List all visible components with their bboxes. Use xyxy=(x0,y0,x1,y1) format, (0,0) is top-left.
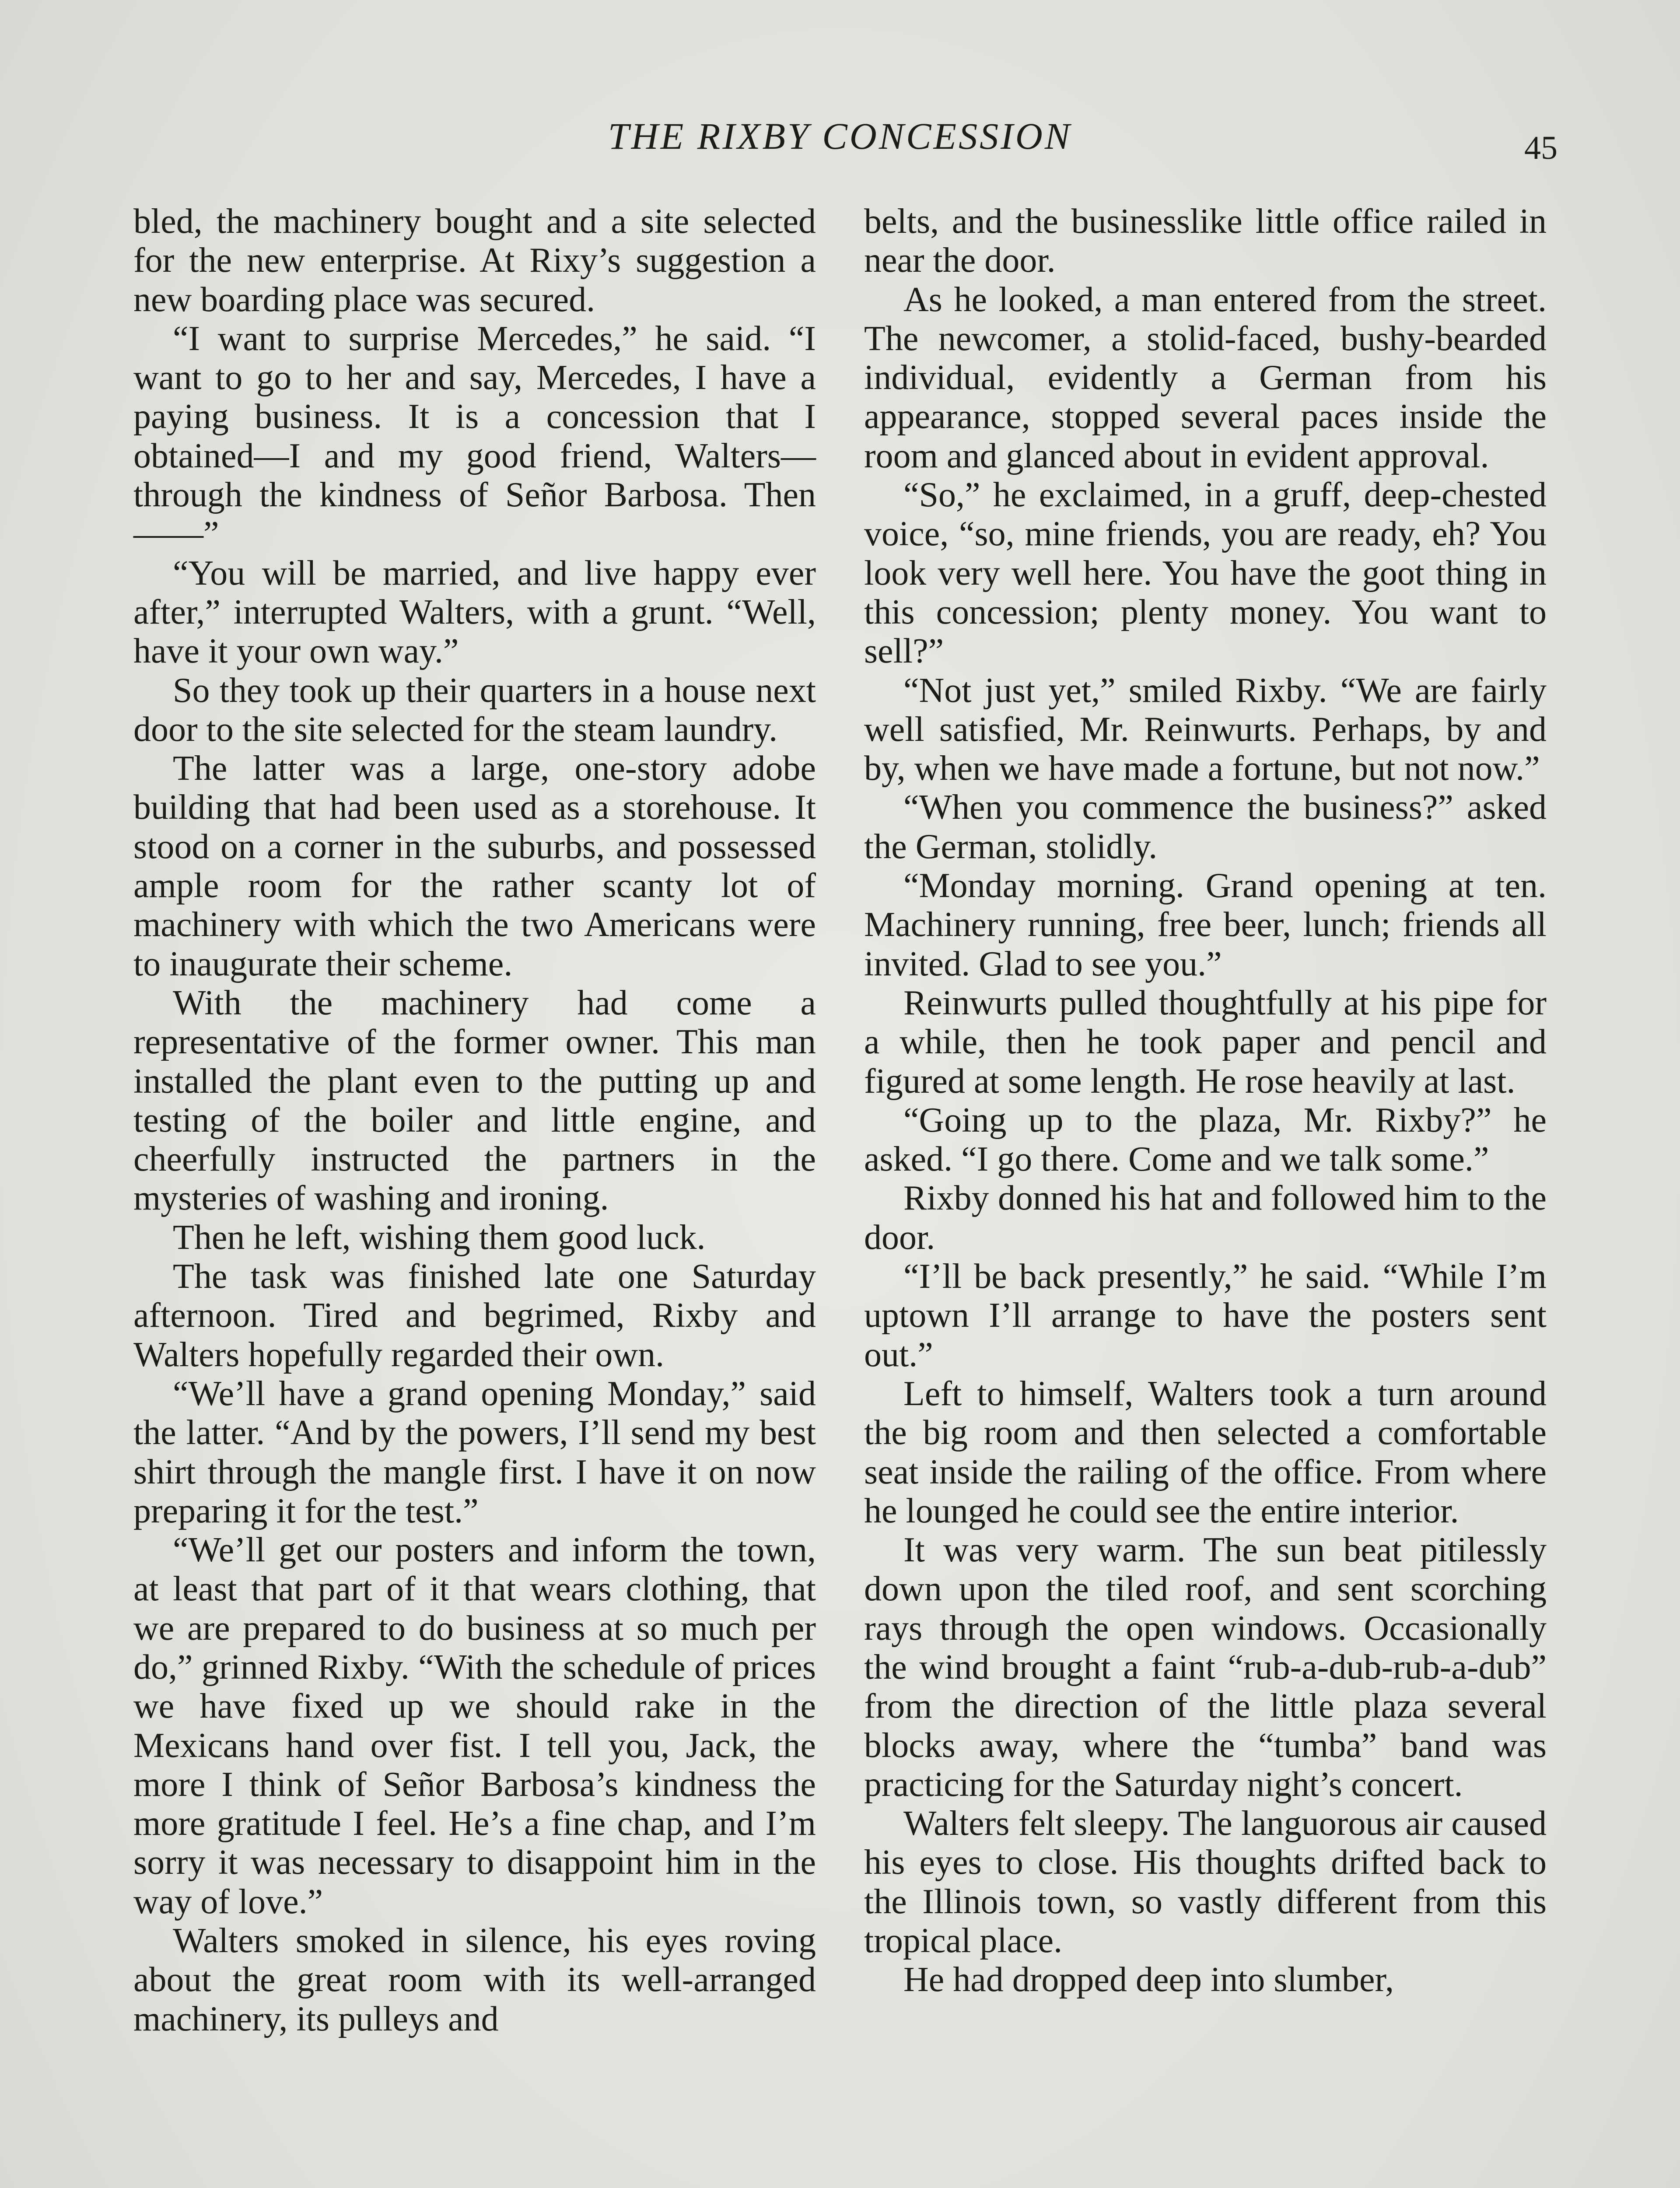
paragraph: With the machinery had come a representative of the former owner. This man installed the plant even to the putting up and testing of the boiler and little engine, and cheerfully instructed the partners in the mysteries of washing and ironing. xyxy=(133,983,816,1218)
paragraph: As he looked, a man entered from the street. The newcomer, a stolid-faced, bushy-bearded individual, evidently a German from his appearance, stopped several paces inside the room and glanced about in evident approval. xyxy=(864,280,1547,475)
page-number: 45 xyxy=(1524,130,1558,166)
paragraph: So they took up their quarters in a house next door to the site selected for the steam laundry. xyxy=(133,671,816,749)
paragraph: “I’ll be back presently,” he said. “While I’m uptown I’ll arrange to have the posters sent out.” xyxy=(864,1257,1547,1374)
paragraph: bled, the machinery bought and a site selected for the new enterprise. At Rixy’s suggestion a new boarding place was secured. xyxy=(133,202,816,319)
paragraph: Reinwurts pulled thoughtfully at his pipe for a while, then he took paper and pencil and figured at some length. He rose heavily at last. xyxy=(864,983,1547,1101)
paragraph: It was very warm. The sun beat pitilessly down upon the tiled roof, and sent scorching rays through the open windows. Occasionally the wind brought a faint “rub-a-dub-rub-a-dub” from the direction of the little plaza several blocks away, where the “tumba” band was practicing for the Saturday night’s concert. xyxy=(864,1531,1547,1804)
paragraph: belts, and the businesslike little office railed in near the door. xyxy=(864,202,1547,280)
paragraph: “We’ll get our posters and inform the town, at least that part of it that wears clothing, that we are prepared to do business at so much per do,” grinned Rixby. “With the schedule of prices we have fixed up we should rake in the Mexicans hand over fist. I tell you, Jack, the more I think of Señor Barbosa’s kindness the more gratitude I feel. He’s a fine chap, and I’m sorry it was necessary to disappoint him in the way of love.” xyxy=(133,1531,816,1921)
paragraph: Walters felt sleepy. The languorous air caused his eyes to close. His thoughts drifted back to the Illinois town, so vastly different from this tropical place. xyxy=(864,1804,1547,1960)
paragraph: “We’ll have a grand opening Monday,” said the latter. “And by the powers, I’ll send my best shirt through the mangle first. I have it on now preparing it for the test.” xyxy=(133,1374,816,1530)
paragraph: “Going up to the plaza, Mr. Rixby?” he asked. “I go there. Come and we talk some.” xyxy=(864,1101,1547,1179)
paragraph: “You will be married, and live happy ever after,” interrupted Walters, with a grunt. “Well, have it your own way.” xyxy=(133,554,816,671)
paragraph: “Monday morning. Grand opening at ten. Machinery running, free beer, lunch; friends all invited. Glad to see you.” xyxy=(864,866,1547,983)
paragraph: Then he left, wishing them good luck. xyxy=(173,1218,706,1257)
running-head-title: THE RIXBY CONCESSION xyxy=(608,115,1072,157)
paragraph: The task was finished late one Saturday afternoon. Tired and begrimed, Rixby and Walters hopefully regarded their own. xyxy=(133,1257,816,1374)
left-column xyxy=(133,202,816,2039)
paragraph: Left to himself, Walters took a turn around the big room and then selected a comfortable seat inside the railing of the office. From where he lounged he could see the entire interior. xyxy=(864,1374,1547,1530)
paragraph: “Not just yet,” smiled Rixby. “We are fairly well satisfied, Mr. Reinwurts. Perhaps, by and by, when we have made a fortune, but not now.” xyxy=(864,671,1547,788)
paragraph: He had dropped deep into slumber, xyxy=(903,1960,1394,1999)
paragraph: “When you commence the business?” asked the German, stolidly. xyxy=(864,788,1547,866)
right-column xyxy=(864,202,1547,2000)
paragraph: “So,” he exclaimed, in a gruff, deep-chested voice, “so, mine friends, you are ready, eh? You look very well here. You have the goot thing in this concession; plenty money. You want to sell?” xyxy=(864,476,1547,671)
paragraph: Walters smoked in silence, his eyes roving about the great room with its well-arranged machinery, its pulleys and xyxy=(133,1922,816,2038)
paragraph: Rixby donned his hat and followed him to the door. xyxy=(864,1179,1547,1257)
paragraph: The latter was a large, one-story adobe building that had been used as a storehouse. It stood on a corner in the suburbs, and possessed ample room for the rather scanty lot of machinery with which the two Americans were to inaugurate their scheme. xyxy=(133,749,816,983)
paragraph: “I want to surprise Mercedes,” he said. “I want to go to her and say, Mercedes, I have a paying business. It is a concession that I obtained—I and my good friend, Walters—through the kindness of Señor Barbosa. Then——” xyxy=(133,319,816,554)
